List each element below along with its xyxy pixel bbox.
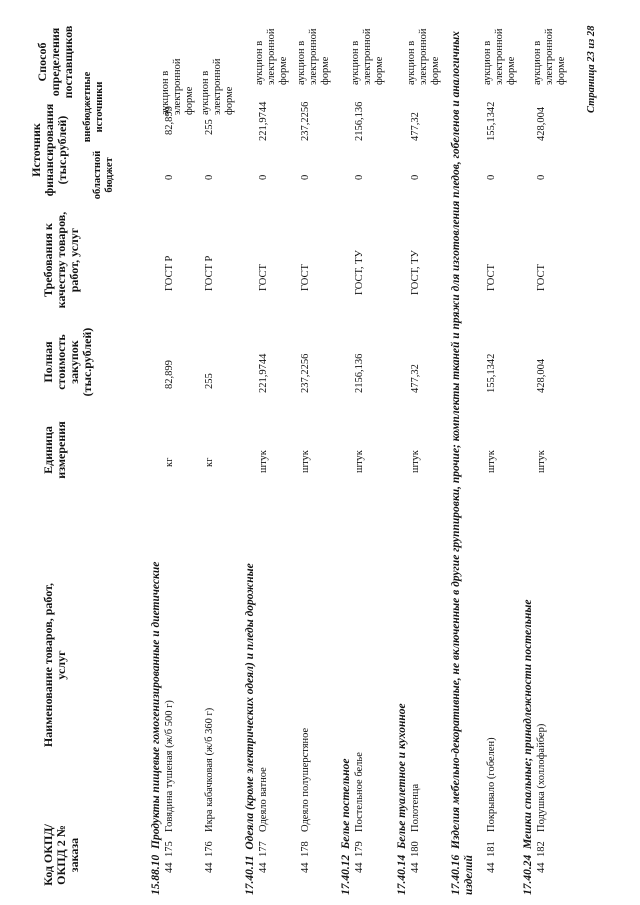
row-sub-number: 181	[486, 841, 497, 857]
row-extra: 221,9744	[258, 101, 269, 141]
row-name: Подушка (холлофайбер)	[536, 723, 547, 832]
row-extra: 2156,136	[354, 101, 365, 141]
row-regional: 0	[354, 174, 365, 180]
row-cost: 237,2256	[300, 353, 311, 393]
row-regional: 0	[486, 174, 497, 180]
row-method: аукцион в электронной форме	[296, 28, 331, 85]
row-name: Постельное белье	[354, 752, 365, 832]
row-regional: 0	[300, 174, 311, 180]
row-unit: штук	[300, 450, 311, 473]
row-unit: штук	[354, 450, 365, 473]
row-number: 44	[486, 862, 497, 873]
row-cost: 155,1342	[486, 353, 497, 393]
row-extra: 237,2256	[300, 101, 311, 141]
section-code: 17.40.14	[396, 854, 408, 895]
row-number: 44	[354, 862, 365, 873]
row-sub-number: 182	[536, 841, 547, 857]
row-method: аукцион в электронной форме	[406, 28, 441, 85]
row-requirements: ГОСТ Р	[204, 255, 215, 291]
row-number: 44	[300, 862, 311, 873]
section-title: Одеяла (кроме электрических одеял) и пледы дорожные	[244, 563, 256, 850]
row-requirements: ГОСТ, ТУ	[354, 250, 365, 295]
page-number: Страница 23 из 28	[586, 25, 597, 113]
row-number: 44	[258, 862, 269, 873]
row-method: аукцион в электронной форме	[482, 28, 517, 85]
row-extra: 82,899	[164, 106, 175, 135]
section-heading	[522, 600, 535, 895]
section-heading	[150, 562, 163, 895]
row-method: аукцион в электронной форме	[350, 28, 385, 85]
row-number: 44	[410, 862, 421, 873]
row-sub-number: 177	[258, 841, 269, 857]
row-name: Одеяло полушерстяное	[300, 727, 311, 832]
section-title: Мешки спальные; принадлежности постельные	[522, 599, 534, 849]
section-heading	[244, 563, 257, 895]
row-extra: 428,004	[536, 106, 547, 141]
section-code: 17.40.24	[522, 854, 534, 895]
row-method: аукцион в электронной форме	[160, 58, 195, 115]
row-unit: штук	[410, 450, 421, 473]
row-regional: 0	[410, 174, 421, 180]
section-title: Продукты пищевые гомогенизированные и диетические	[150, 561, 162, 849]
header-name: Наименование товаров, работ, услуг	[41, 582, 68, 748]
section-heading	[396, 703, 409, 895]
row-name: Одеяло ватное	[258, 767, 269, 832]
header-requirements: Требования к качеству товаров, работ, услуг	[41, 211, 81, 309]
row-name: Икра кабачковая (ж/б 360 г)	[204, 707, 215, 832]
section-title: Изделия мебельно-декоративные, не включенные в другие группировки, прочие; комплекты тканей и пряжи для изготовления пледов, гобеленов и аналогичных изделий	[450, 31, 475, 895]
row-unit: кг	[164, 457, 175, 467]
section-code: 17.40.16	[450, 854, 462, 895]
row-sub-number: 175	[164, 841, 175, 857]
row-cost: 477,32	[410, 364, 421, 393]
section-code: 15.88.10	[150, 854, 162, 895]
row-extra: 155,1342	[486, 101, 497, 141]
header-funding-extra: внебюджетные источники	[82, 71, 105, 143]
row-method: аукцион в электронной форме	[200, 58, 235, 115]
row-unit: кг	[204, 457, 215, 467]
row-requirements: ГОСТ Р	[164, 255, 175, 291]
row-extra: 477,32	[410, 112, 421, 141]
header-code: Код ОКПД/ ОКПД 2 № заказа	[41, 824, 81, 886]
header-full-cost: Полная стоимость закупок (тыс.рублей)	[41, 327, 94, 397]
row-cost: 2156,136	[354, 353, 365, 393]
row-unit: штук	[486, 450, 497, 473]
row-requirements: ГОСТ	[486, 264, 497, 291]
row-unit: штук	[258, 450, 269, 473]
row-cost: 221,9744	[258, 353, 269, 393]
header-funding-source: Источник финансирования (тыс.рублей)	[29, 103, 69, 197]
row-regional: 0	[536, 174, 547, 180]
row-sub-number: 176	[204, 841, 215, 857]
row-requirements: ГОСТ	[300, 264, 311, 291]
row-sub-number: 180	[410, 841, 421, 857]
header-method: Способ определения поставщиков	[35, 25, 75, 99]
header-funding-regional: областной бюджет	[92, 150, 115, 200]
row-number: 44	[536, 862, 547, 873]
section-code: 17.40.12	[340, 854, 352, 895]
section-heading	[450, 15, 476, 895]
row-requirements: ГОСТ, ТУ	[410, 250, 421, 295]
row-sub-number: 179	[354, 841, 365, 857]
row-cost: 428,004	[536, 358, 547, 393]
section-title: Белье постельное	[340, 758, 352, 849]
row-regional: 0	[164, 174, 175, 180]
row-number: 44	[204, 862, 215, 873]
row-name: Покрывало (гобелен)	[486, 737, 497, 832]
row-sub-number: 178	[300, 841, 311, 857]
section-code: 17.40.11	[244, 855, 256, 895]
row-number: 44	[164, 862, 175, 873]
row-method: аукцион в электронной форме	[532, 28, 567, 85]
row-extra: 255	[204, 119, 215, 135]
row-unit: штук	[536, 450, 547, 473]
row-regional: 0	[258, 174, 269, 180]
header-unit: Единица измерения	[41, 421, 68, 479]
row-requirements: ГОСТ	[536, 264, 547, 291]
row-cost: 255	[204, 373, 215, 389]
section-heading	[340, 758, 353, 895]
row-regional: 0	[204, 174, 215, 180]
row-method: аукцион в электронной форме	[254, 28, 289, 85]
row-name: Полотенца	[410, 783, 421, 832]
row-cost: 82,899	[164, 360, 175, 389]
row-requirements: ГОСТ	[258, 264, 269, 291]
row-name: Говядина тушеная (ж/б 500 г)	[164, 700, 175, 832]
section-title: Белье туалетное и кухонное	[396, 703, 408, 849]
